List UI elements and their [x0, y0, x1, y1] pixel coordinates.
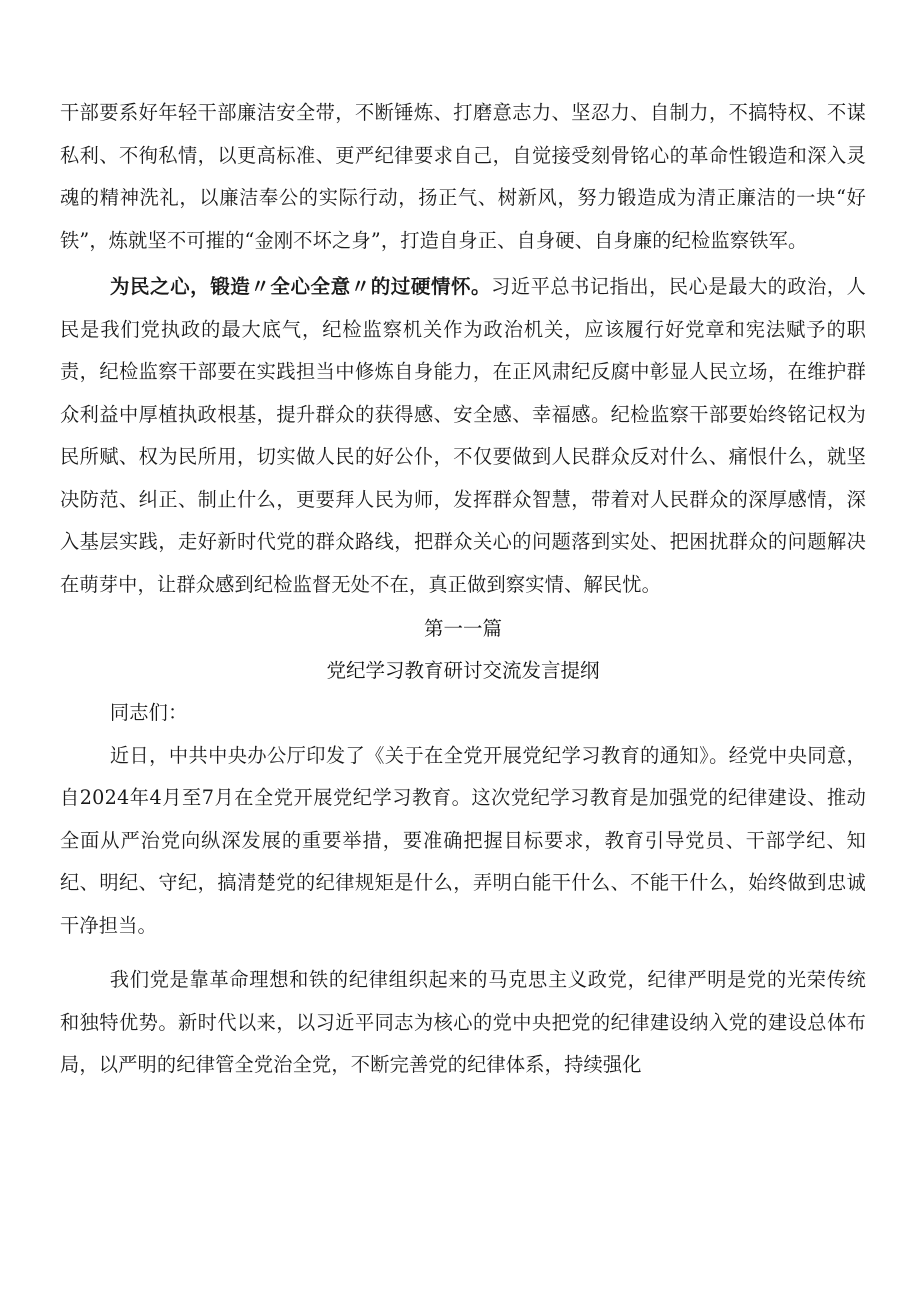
- document-page: [60, 92, 866, 1087]
- salutation: 同志们：: [109, 701, 188, 724]
- paragraph-2: [60, 266, 866, 606]
- section-label: 第一一篇: [423, 617, 502, 640]
- paragraph-3: 近日，中共中央办公厅印发了《关于在全党开展党纪学习教育的通知》。经党中央同意，自2024年4月至7月在全党开展党纪学习教育。这次党纪学习教育是加强党的纪律建设、推动全面从严治党向纵深发展的重要举措，要准确把握目标要求，教育引导党员、干部学纪、知纪、明纪、守纪，搞清楚党的纪律规矩是什么，弄明白能干什么、不能干什么，始终做到忠诚干净担当。: [60, 743, 866, 937]
- paragraph-1: 干部要系好年轻干部廉洁安全带，不断锤炼、打磨意志力、坚忍力、自制力，不搞特权、不谋私利、不徇私情，以更高标准、更严纪律要求自己，自觉接受刻骨铭心的革命性锻造和深入灵魂的精神洗礼，以廉洁奉公的实际行动，扬正气、树新风，努力锻造成为清正廉洁的一块“好铁”，炼就坚不可摧的“金刚不坏之身”，打造自身正、自身硬、自身廉的纪检监察铁军。: [60, 101, 866, 252]
- paragraph-4: 我们党是靠革命理想和铁的纪律组织起来的马克思主义政党，纪律严明是党的光荣传统和独特优势。新时代以来，以习近平同志为核心的党中央把党的纪律建设纳入党的建设总体布局，以严明的纪律管全党治全党，不断完善党的纪律体系，持续强化: [60, 968, 866, 1076]
- section-title: 党纪学习教育研讨交流发言提纲: [326, 659, 600, 682]
- paragraph-2-body: 习近平总书记指出，民心是最大的政治，人民是我们党执政的最大底气，纪检监察机关作为政治机关，应该履行好党章和宪法赋予的职责，纪检监察干部要在实践担当中修炼自身能力，在正风肃纪反腐中彰显人民立场，在维护群众利益中厚植执政根基，提升群众的获得感、安全感、幸福感。纪检监察干部要始终铭记权为民所赋、权为民所用，切实做人民的好公仆，不仅要做到人民群众反对什么、痛恨什么，就坚决防范、纠正、制止什么，更要拜人民为师，发挥群众智慧，带着对人民群众的深厚感情，深入基层实践，走好新时代党的群众路线，把群众关心的问题落到实处、把困扰群众的问题解决在萌芽中，让群众感到纪检监督无处不在，真正做到察实情、解民忧。: [60, 275, 866, 596]
- paragraph-2-lead: 为民之心，锻造〃全心全意〃的过硬情怀。: [109, 275, 492, 298]
